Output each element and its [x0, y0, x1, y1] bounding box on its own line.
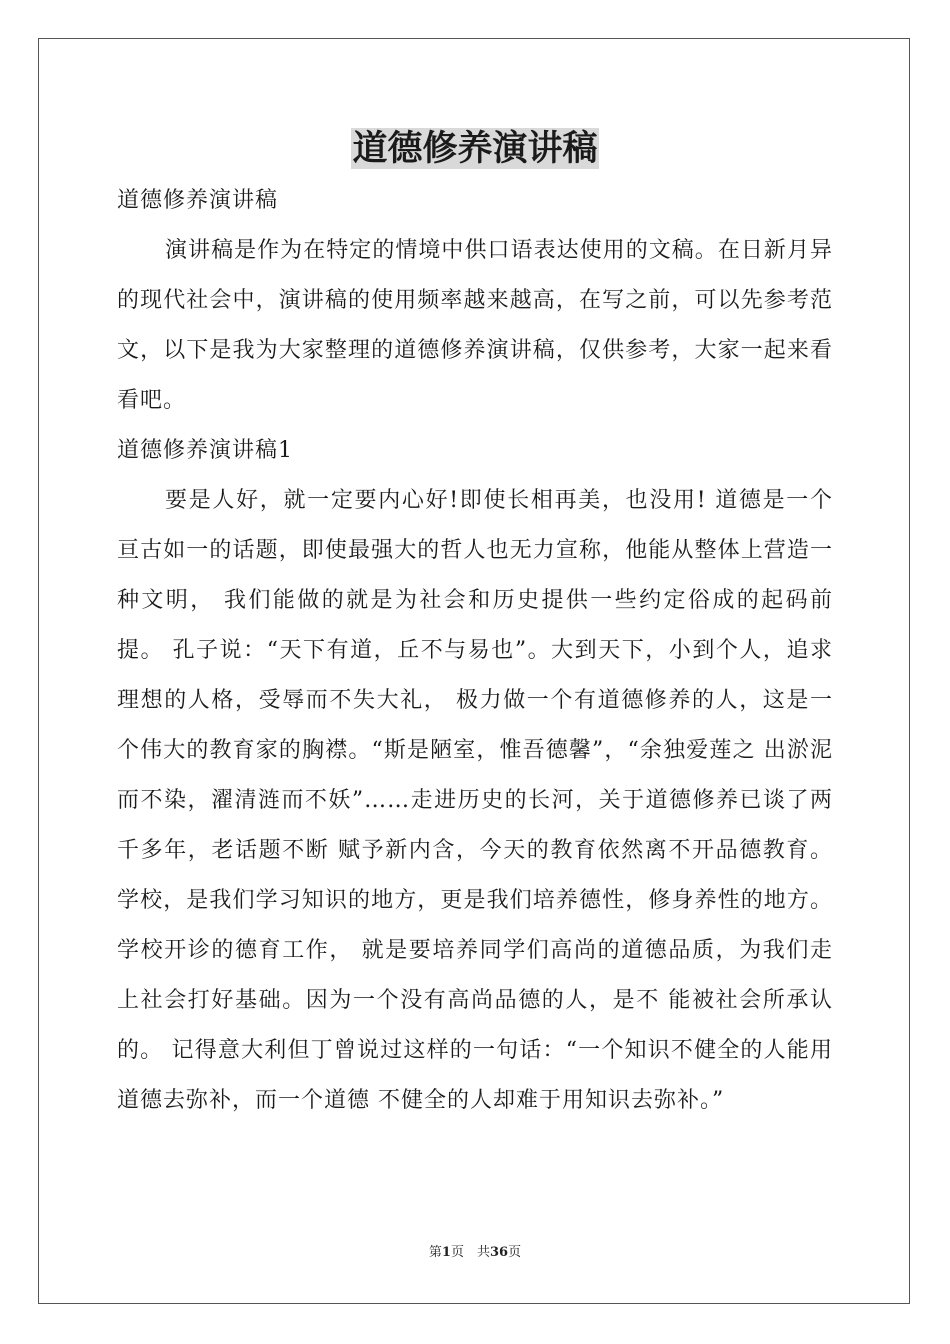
section-paragraph: 要是人好，就一定要内心好!即使长相再美，也没用! 道德是一个亘古如一的话题，即使最强大的哲人也无力宣称，他能从整体上营造一种文明， 我们能做的就是为社会和历史提供一些约定俗成的起码前提。 孔子说：“天下有道，丘不与易也”。大到天下，小到个人，追求理想的人格，受辱而不失大礼， 极力做一个有道德修养的人，这是一个伟大的教育家的胸襟。“斯是陋室，惟吾德馨”，“余独爱莲之 出淤泥而不染，濯清涟而不妖”……走进历史的长河，关于道德修养已谈了两千多年，老话题不断 赋予新内含，今天的教育依然离不开品德教育。 学校，是我们学习知识的地方，更是我们培养德性，修身养性的地方。学校开诊的德育工作， 就是要培养同学们高尚的道德品质，为我们走上社会打好基础。因为一个没有高尚品德的人，是不 能被社会所承认的。 记得意大利但丁曾说过这样的一句话：“一个知识不健全的人能用道德去弥补，而一个道德 不健全的人却难于用知识去弥补。”	[117, 488, 833, 1113]
intro-paragraph: 演讲稿是作为在特定的情境中供口语表达使用的文稿。在日新月异的现代社会中，演讲稿的使用频率越来越高，在写之前，可以先参考范文，以下是我为大家整理的道德修养演讲稿，仅供参考，大家一起来看看吧。	[117, 238, 833, 413]
current-page-number: 1	[441, 1245, 451, 1260]
total-page-number: 36	[489, 1245, 509, 1260]
page-suffix: 页	[508, 1245, 522, 1260]
document-title-text: 道德修养演讲稿	[352, 128, 598, 169]
document-body	[117, 176, 833, 1126]
page-prefix: 第	[428, 1245, 442, 1260]
page-footer	[0, 1244, 950, 1262]
section-heading: 道德修养演讲稿1	[117, 438, 293, 463]
document-subtitle: 道德修养演讲稿	[117, 188, 279, 213]
document-title	[0, 126, 950, 172]
page-mid: 页 共	[450, 1245, 490, 1260]
